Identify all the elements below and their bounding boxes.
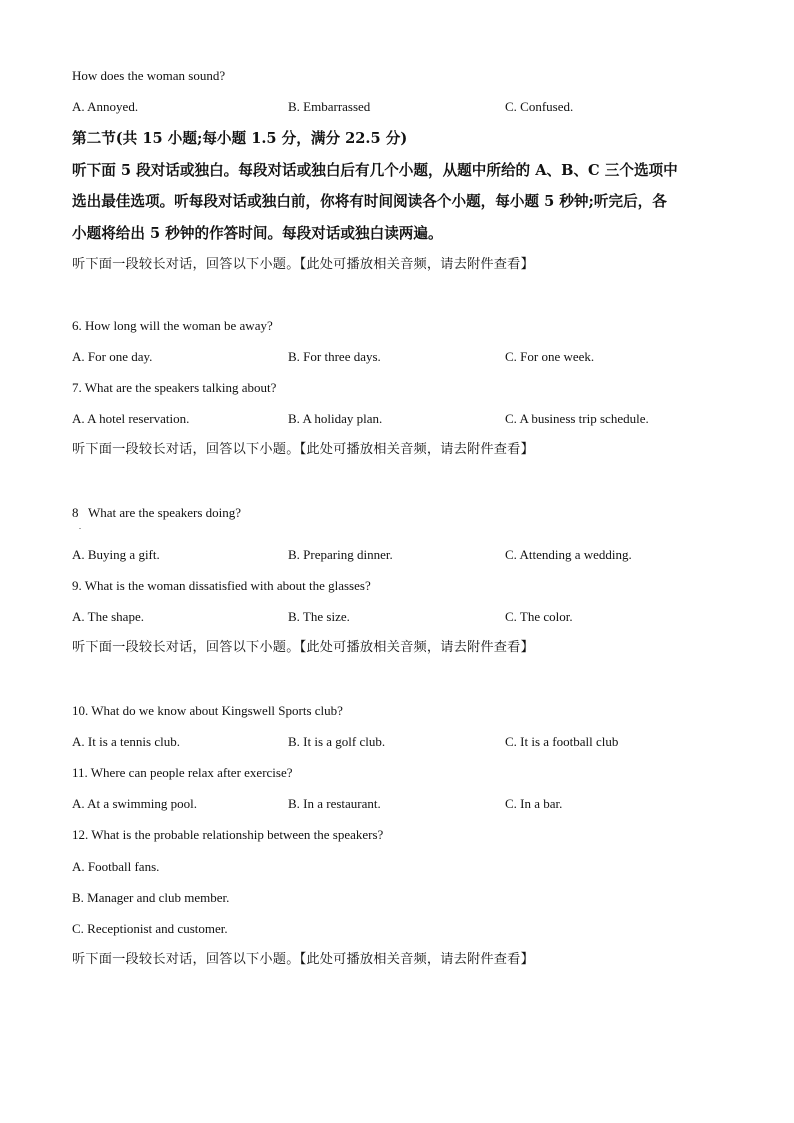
listen-prompt-3: 听下面一段较长对话，回答以下小题。【此处可播放相关音频，请去附件查看】 [72, 640, 534, 655]
q10-option-c: C. It is a football club [505, 734, 619, 749]
listen-prompt-1: 听下面一段较长对话，回答以下小题。【此处可播放相关音频，请去附件查看】 [72, 257, 534, 272]
question-12-stem: 12. What is the probable relationship between the speakers? [72, 827, 384, 842]
section2-title: 第二节(共 15 小题;每小题 1.5 分，满分 22.5 分) [72, 130, 408, 147]
q12-option-b: B. Manager and club member. [72, 890, 230, 905]
q8-option-a: A. Buying a gift. [72, 547, 160, 562]
question-8-stem: 8 What are the speakers doing? [72, 505, 242, 520]
listen-prompt-2: 听下面一段较长对话，回答以下小题。【此处可播放相关音频，请去附件查看】 [72, 442, 534, 457]
section2-instructions-line3: 小题将给出 5 秒钟的作答时间。每段对话或独白读两遍。 [72, 225, 443, 242]
q8-option-c: C. Attending a wedding. [505, 547, 632, 562]
q9-option-a: A. The shape. [72, 609, 144, 624]
question-10-stem: 10. What do we know about Kingswell Sports club? [72, 703, 343, 718]
stray-dot-mark: . [79, 522, 81, 531]
q7-option-b: B. A holiday plan. [288, 411, 383, 426]
q9-option-b: B. The size. [288, 609, 350, 624]
q12-option-c: C. Receptionist and customer. [72, 921, 228, 936]
q6-option-a: A. For one day. [72, 349, 153, 364]
q9-option-c: C. The color. [505, 609, 573, 624]
listen-prompt-4: 听下面一段较长对话，回答以下小题。【此处可播放相关音频，请去附件查看】 [72, 952, 534, 967]
q7-option-c: C. A business trip schedule. [505, 411, 649, 426]
q6-option-c: C. For one week. [505, 349, 595, 364]
q5-option-a: A. Annoyed. [72, 99, 139, 114]
q11-option-b: B. In a restaurant. [288, 796, 381, 811]
q11-option-a: A. At a swimming pool. [72, 796, 197, 811]
q11-option-c: C. In a bar. [505, 796, 563, 811]
question-5-stem: How does the woman sound? [72, 68, 226, 83]
section2-instructions-line1: 听下面 5 段对话或独白。每段对话或独白后有几个小题，从题中所给的 A、B、C 三个选项中 [72, 162, 678, 179]
q5-option-c: C. Confused. [505, 99, 574, 114]
question-7-stem: 7. What are the speakers talking about? [72, 380, 277, 395]
section2-instructions-line2: 选出最佳选项。听每段对话或独白前，你将有时间阅读各个小题，每小题 5 秒钟;听完后，各 [72, 193, 667, 210]
question-11-stem: 11. Where can people relax after exercise? [72, 765, 293, 780]
q12-option-a: A. Football fans. [72, 859, 160, 874]
q8-option-b: B. Preparing dinner. [288, 547, 393, 562]
q10-option-b: B. It is a golf club. [288, 734, 386, 749]
q5-option-b: B. Embarrassed [288, 99, 371, 114]
question-6-stem: 6. How long will the woman be away? [72, 318, 273, 333]
q7-option-a: A. A hotel reservation. [72, 411, 190, 426]
question-9-stem: 9. What is the woman dissatisfied with about the glasses? [72, 578, 371, 593]
q10-option-a: A. It is a tennis club. [72, 734, 180, 749]
q6-option-b: B. For three days. [288, 349, 381, 364]
